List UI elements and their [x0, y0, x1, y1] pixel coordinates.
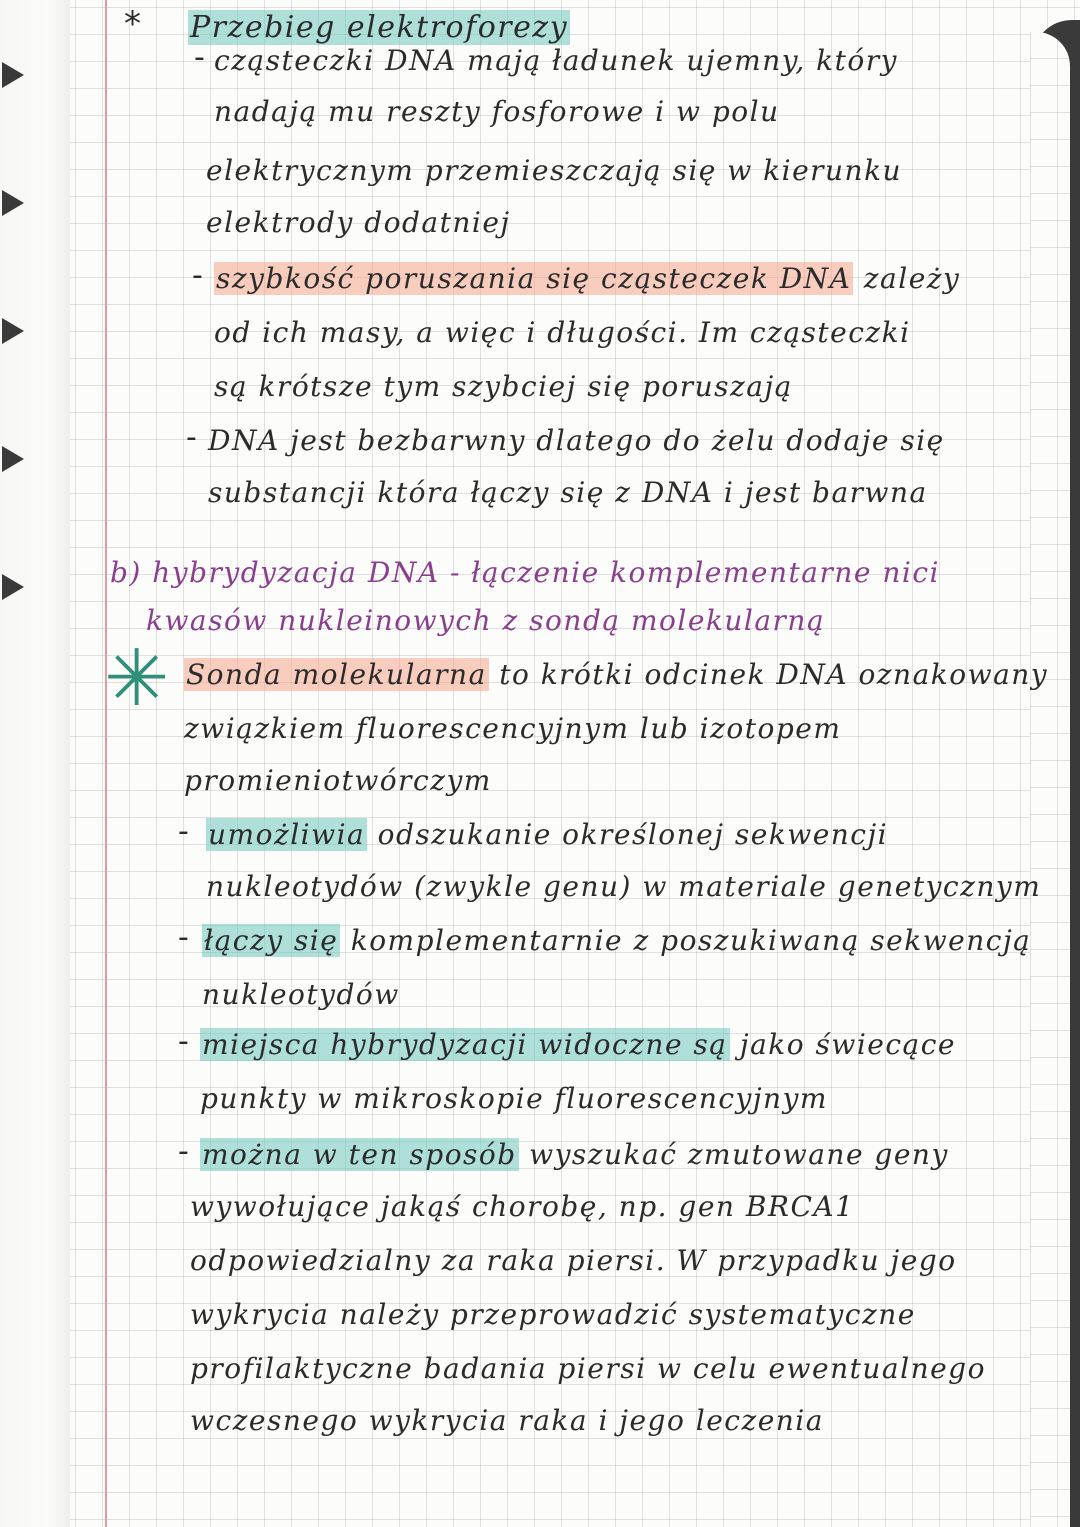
text-line: związkiem fluorescencyjnym lub izotopem: [184, 712, 842, 745]
text-line: elektrycznym przemieszczają się w kierunku: [206, 154, 903, 187]
text-line: punkty w mikroskopie fluorescencyjnym: [200, 1082, 828, 1115]
text-line: odpowiedzialny za raka piersi. W przypadku jego: [190, 1244, 957, 1277]
subsection-heading: kwasów nukleinowych z sondą molekularną: [146, 604, 826, 637]
text-line: miejsca hybrydyzacji widoczne są jako świecące: [202, 1028, 956, 1061]
text-line: DNA jest bezbarwny dlatego do żelu dodaje się: [208, 424, 945, 457]
margin-line: [105, 0, 107, 1527]
binding-ring: [2, 62, 24, 88]
list-dash: -: [178, 1024, 189, 1059]
list-dash: -: [192, 258, 203, 293]
text-line: profilaktyczne badania piersi w celu ewentualnego: [190, 1352, 986, 1385]
notebook-page: [70, 0, 1080, 1527]
section-title: Przebieg elektroforezy: [190, 10, 569, 45]
binding-ring: [2, 574, 24, 600]
text-line: substancji która łączy się z DNA i jest barwna: [208, 476, 928, 509]
text-line: elektrody dodatniej: [206, 206, 511, 239]
asterisk-star-icon: ✳: [104, 634, 170, 724]
text-line: wywołujące jakąś chorobę, np. gen BRCA1: [190, 1190, 855, 1223]
binding-ring: [2, 318, 24, 344]
text-line: można w ten sposób wyszukać zmutowane geny: [202, 1138, 949, 1171]
text-line: promieniotwórczym: [184, 764, 492, 797]
list-dash: -: [178, 920, 189, 955]
text-line: wykrycia należy przeprowadzić systematyczne: [190, 1298, 916, 1331]
text-line: cząsteczki DNA mają ładunek ujemny, który: [214, 44, 898, 77]
list-dash: -: [178, 814, 189, 849]
page-edge-fill: [1030, 32, 1070, 1527]
list-dash: -: [186, 420, 197, 455]
text-line: są krótsze tym szybciej się poruszają: [214, 370, 793, 403]
binding-ring: [2, 446, 24, 472]
binding-ring: [2, 190, 24, 216]
text-line: nukleotydów: [202, 978, 400, 1011]
notebook-binding: [0, 0, 70, 1527]
text-line: Sonda molekularna to krótki odcinek DNA oznakowany: [186, 658, 1049, 691]
text-line: nukleotydów (zwykle genu) w materiale genetycznym: [206, 870, 1042, 903]
text-line: łączy się komplementarnie z poszukiwaną sekwencją: [204, 924, 1032, 957]
text-line: umożliwia odszukanie określonej sekwencji: [208, 818, 889, 851]
text-line: wczesnego wykrycia raka i jego leczenia: [190, 1404, 824, 1437]
star-bullet: *: [124, 4, 141, 44]
text-line: szybkość poruszania się cząsteczek DNA zależy: [216, 262, 961, 295]
list-dash: -: [194, 40, 205, 75]
list-dash: -: [178, 1134, 189, 1169]
text-line: od ich masy, a więc i długości. Im cząsteczki: [214, 316, 911, 349]
text-line: nadają mu reszty fosforowe i w polu: [214, 95, 780, 128]
subsection-heading: b) hybrydyzacja DNA - łączenie komplementarne nici: [110, 556, 940, 589]
